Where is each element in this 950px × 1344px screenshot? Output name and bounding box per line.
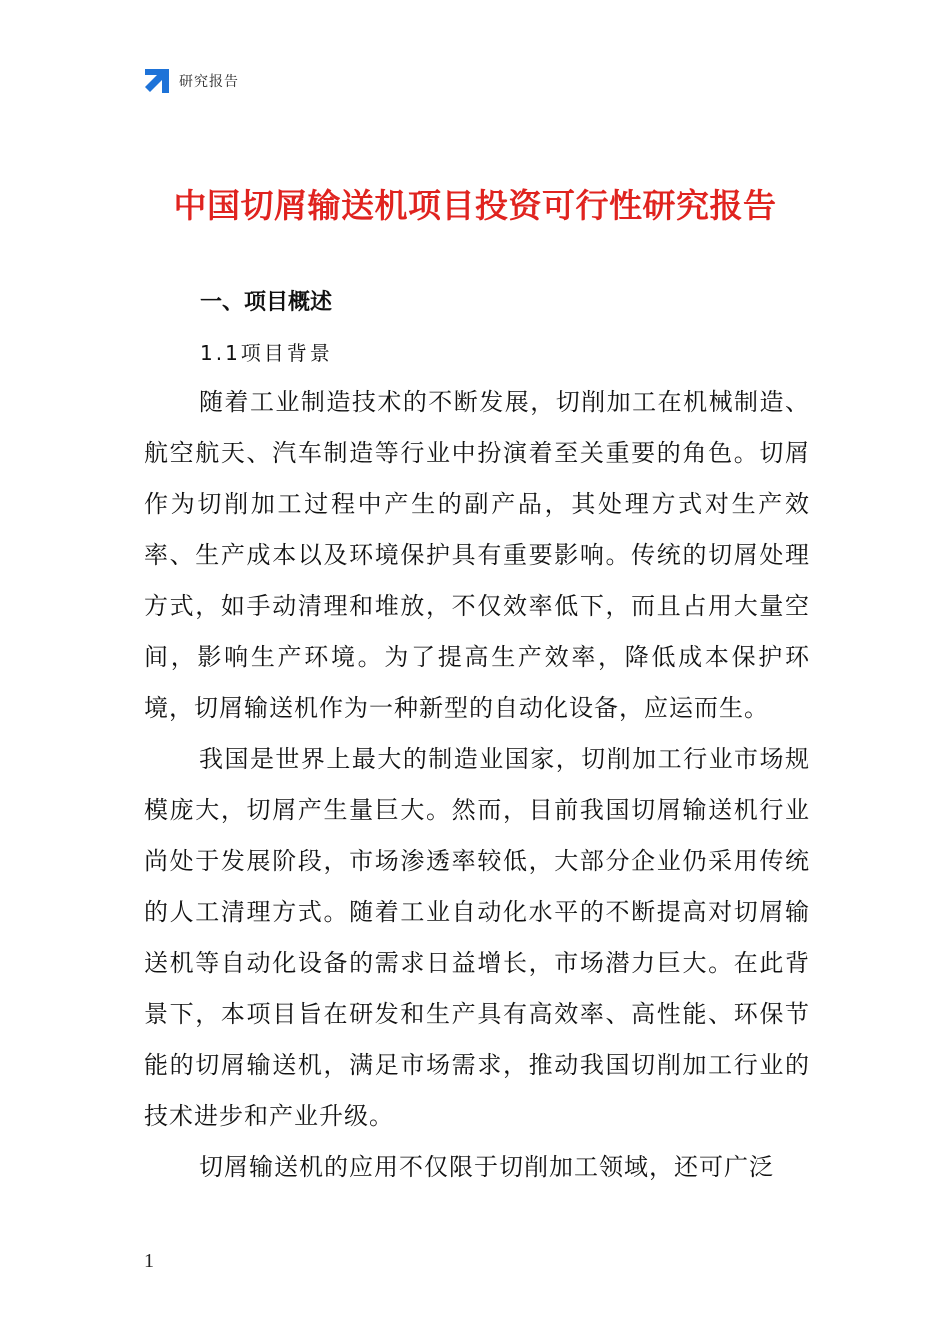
subsection-heading: 1.1项目背景 bbox=[200, 341, 333, 365]
document-header bbox=[143, 66, 239, 96]
paragraph: 切屑输送机的应用不仅限于切削加工领域，还可广泛 bbox=[199, 1153, 774, 1181]
body-text bbox=[144, 377, 810, 1193]
paragraph: 随着工业制造技术的不断发展，切削加工在机械制造、航空航天、汽车制造等行业中扮演着至关重要的角色。切屑作为切削加工过程中产生的副产品，其处理方式对生产效率、生产成本以及环境保护具有重要影响。传统的切屑处理方式，如手动清理和堆放，不仅效率低下，而且占用大量空间，影响生产环境。为了提高生产效率，降低成本保护环境，切屑输送机作为一种新型的自动化设备，应运而生。 bbox=[144, 388, 810, 722]
section-heading: 一、项目概述 bbox=[200, 290, 333, 315]
paragraph: 我国是世界上最大的制造业国家，切削加工行业市场规模庞大，切屑产生量巨大。然而，目前我国切屑输送机行业尚处于发展阶段，市场渗透率较低，大部分企业仍采用传统的人工清理方式。随着工业自动化水平的不断提高对切屑输送机等自动化设备的需求日益增长，市场潜力巨大。在此背景下，本项目旨在研发和生产具有高效率、高性能、环保节能的切屑输送机，满足市场需求，推动我国切削加工行业的技术进步和产业升级。 bbox=[144, 745, 810, 1130]
document-title: 中国切屑输送机项目投资可行性研究报告 bbox=[173, 186, 777, 225]
arrow-up-right-icon bbox=[143, 67, 171, 95]
page-number: 1 bbox=[144, 1250, 154, 1272]
header-label: 研究报告 bbox=[179, 74, 239, 90]
